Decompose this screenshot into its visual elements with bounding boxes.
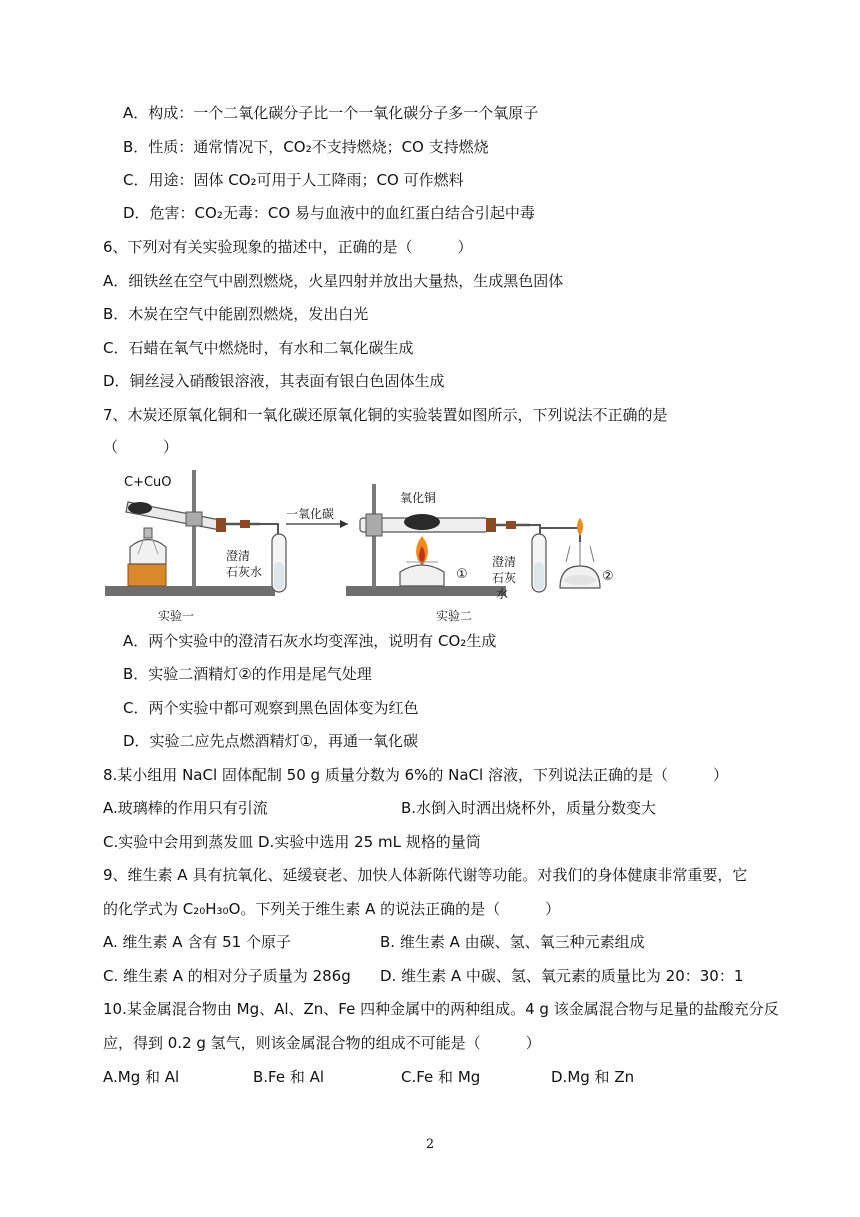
q10-option-d: D.Mg 和 Zn [551, 1068, 635, 1086]
q9-option-b: B. 维生素 A 由碳、氢、氧三种元素组成 [380, 933, 645, 951]
c-cuo-mixture [128, 502, 152, 514]
lamp-2-support [566, 542, 594, 566]
q6-option-a: A．细铁丝在空气中剧烈燃烧，火星四射并放出大量热，生成黑色固体 [103, 272, 564, 290]
clamp-1 [186, 512, 202, 526]
q6-option-b: B．木炭在空气中能剧烈燃烧，发出白光 [103, 305, 369, 323]
limewater-label-2b: 石灰 [492, 571, 517, 585]
q7-stem-line2: （ ） [103, 438, 179, 456]
q10-stem-line1: 10.某金属混合物由 Mg、Al、Zn、Fe 四种金属中的两种组成。4 g 该金属混合物与足量的盐酸充分反 [103, 1000, 779, 1018]
q9-stem-line1: 9、维生素 A 具有抗氧化、延缓衰老、加快人体新陈代谢等功能。对我们的身体健康非常重要，它 [103, 866, 748, 884]
q7-option-d: D．实验二应先点燃酒精灯①，再通一氧化碳 [123, 732, 418, 750]
copper-oxide-powder [404, 514, 440, 530]
q6-option-c: C．石蜡在氧气中燃烧时，有水和二氧化碳生成 [103, 339, 414, 357]
lamp-2-liquid [564, 575, 596, 585]
limewater-liquid-2 [534, 562, 544, 590]
page-number: 2 [425, 1137, 435, 1152]
q9-option-d: D. 维生素 A 中碳、氢、氧元素的质量比为 20：30：1 [380, 967, 744, 985]
alcohol-lamp-2a [400, 565, 444, 586]
clamp-2 [366, 514, 382, 536]
lamp-number-2: ② [602, 569, 614, 584]
lamp-number-1: ① [456, 567, 468, 582]
stopper-1 [216, 518, 226, 532]
q10-option-c: C.Fe 和 Mg [401, 1068, 481, 1086]
stand-base-2 [346, 586, 506, 596]
copper-oxide-label: 氧化铜 [400, 491, 437, 505]
q9-option-c: C. 维生素 A 的相对分子质量为 286g [103, 967, 351, 985]
limewater-label-1b: 石灰水 [226, 565, 263, 579]
experiment-one-label: 实验一 [158, 609, 195, 623]
q6-option-d: D．铜丝浸入硝酸银溶液，其表面有银白色固体生成 [103, 372, 445, 390]
experiment-one-apparatus [105, 470, 286, 623]
q8-stem: 8.某小组用 NaCl 固体配制 50 g 质量分数为 6%的 NaCl 溶液，下列说法正确的是（ ） [103, 766, 728, 784]
q10-stem-line2: 应，得到 0.2 g 氢气，则该金属混合物的组成不可能是（ ） [103, 1034, 541, 1052]
limewater-label-2c: 水 [496, 587, 509, 601]
q8-option-cd: C.实验中会用到蒸发皿 D.实验中选用 25 mL 规格的量筒 [103, 833, 481, 851]
q7-stem-line1: 7、木炭还原氧化铜和一氧化碳还原氧化铜的实验装置如图所示，下列说法不正确的是 [103, 406, 668, 424]
q5-option-b: B．性质：通常情况下，CO₂不支持燃烧；CO 支持燃烧 [123, 138, 489, 156]
tube-joint-2 [506, 521, 516, 529]
flame-2 [577, 518, 583, 536]
q9-option-a: A. 维生素 A 含有 51 个原子 [103, 933, 291, 951]
wooden-block [128, 564, 166, 586]
q7-option-b: B．实验二酒精灯②的作用是尾气处理 [123, 665, 372, 683]
q8-option-a: A.玻璃棒的作用只有引流 [103, 799, 268, 817]
arrow-head [340, 520, 348, 528]
q10-option-b: B.Fe 和 Al [253, 1068, 325, 1086]
q9-stem-line2: 的化学式为 C₂₀H₃₀O。下列关于维生素 A 的说法正确的是（ ） [103, 900, 561, 918]
alcohol-lamp-1 [130, 540, 166, 565]
q5-option-d: D．危害：CO₂无毒：CO 易与血液中的血红蛋白结合引起中毒 [123, 204, 535, 222]
q7-option-a: A．两个实验中的澄清石灰水均变浑浊，说明有 CO₂生成 [123, 632, 497, 650]
apparatus-figure [100, 462, 720, 627]
q5-option-a: A．构成：一个二氧化碳分子比一个一氧化碳分子多一个氧原子 [123, 104, 539, 122]
limewater-liquid-1 [274, 562, 284, 590]
q5-option-c: C．用途：固体 CO₂可用于人工降雨；CO 可作燃料 [123, 171, 464, 189]
q7-option-c: C．两个实验中都可观察到黑色固体变为红色 [123, 699, 419, 717]
limewater-label-1a: 澄清 [226, 549, 251, 563]
q8-option-b: B.水倒入时洒出烧杯外，质量分数变大 [401, 799, 657, 817]
co-flow-arrow [286, 506, 348, 528]
stand-base-1 [105, 586, 275, 596]
q10-option-a: A.Mg 和 Al [103, 1068, 180, 1086]
co-arrow-label: 一氧化碳 [286, 507, 335, 521]
lamp-wick-1 [144, 528, 152, 538]
c-cuo-label: C+CuO [124, 475, 172, 490]
experiment-two-label: 实验二 [436, 609, 473, 623]
limewater-label-2a: 澄清 [492, 555, 517, 569]
stand-rod-1 [192, 470, 196, 588]
experiment-two-apparatus [346, 484, 614, 623]
q6-stem: 6、下列对有关实验现象的描述中，正确的是（ ） [103, 238, 473, 256]
stopper-2 [486, 518, 496, 532]
tube-joint-1 [240, 520, 250, 528]
